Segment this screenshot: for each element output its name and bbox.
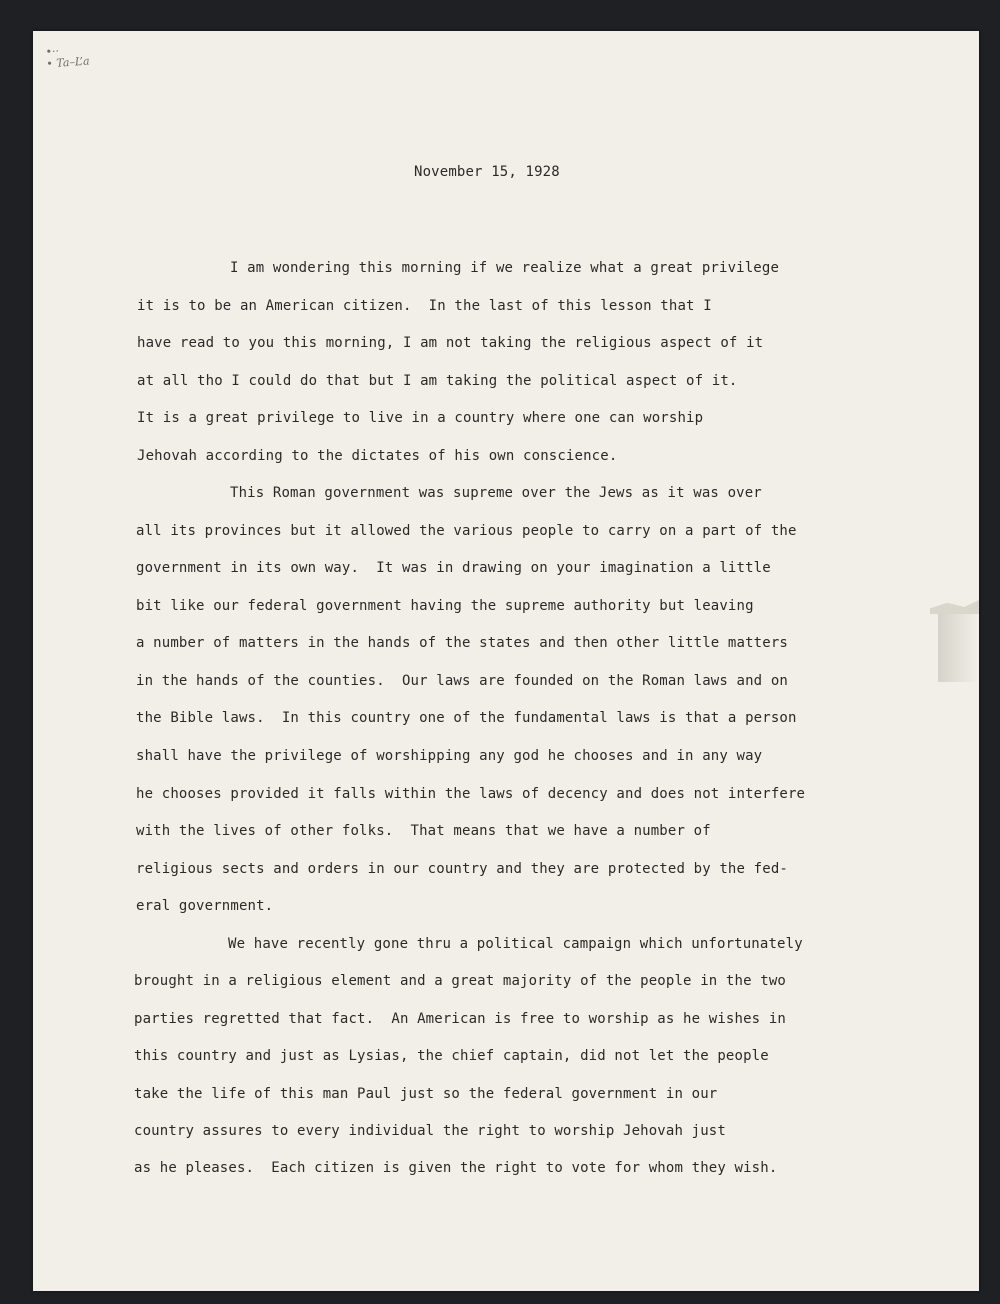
- text-line: I am wondering this morning if we realize what a great privilege: [230, 260, 780, 276]
- text-line: religious sects and orders in our country and they are protected by the fed-: [136, 861, 788, 877]
- text-line: the Bible laws. In this country one of the fundamental laws is that a person: [136, 710, 797, 726]
- text-line: government in its own way. It was in drawing on your imagination a little: [136, 560, 771, 576]
- text-line: as he pleases. Each citizen is given the right to vote for whom they wish.: [134, 1160, 778, 1176]
- text-line: shall have the privilege of worshipping any god he chooses and in any way: [136, 748, 763, 764]
- text-line: eral government.: [136, 898, 274, 914]
- pencil-annotation-line-2: • Ta–L’a: [45, 54, 91, 71]
- text-line: at all tho I could do that but I am taking the political aspect of it.: [137, 373, 738, 389]
- text-line: Jehovah according to the dictates of his own conscience.: [137, 448, 618, 464]
- text-line: We have recently gone thru a political campaign which unfortunately: [228, 936, 803, 952]
- text-line: parties regretted that fact. An American is free to worship as he wishes in: [134, 1011, 786, 1027]
- text-line: It is a great privilege to live in a country where one can worship: [137, 410, 704, 426]
- text-line: country assures to every individual the right to worship Jehovah just: [134, 1123, 726, 1139]
- text-line: a number of matters in the hands of the states and then other little matters: [136, 635, 788, 651]
- text-line: this country and just as Lysias, the chief captain, did not let the people: [134, 1048, 769, 1064]
- text-line: in the hands of the counties. Our laws are founded on the Roman laws and on: [136, 673, 788, 689]
- text-line: with the lives of other folks. That means that we have a number of: [136, 823, 711, 839]
- text-line: bit like our federal government having the supreme authority but leaving: [136, 598, 754, 614]
- text-line: take the life of this man Paul just so the federal government in our: [134, 1086, 718, 1102]
- text-line: all its provinces but it allowed the various people to carry on a part of the: [136, 523, 797, 539]
- pencil-annotation-line-1: •··: [45, 44, 60, 59]
- text-line: he chooses provided it falls within the laws of decency and does not interfere: [136, 786, 806, 802]
- text-line: have read to you this morning, I am not taking the religious aspect of it: [137, 335, 764, 351]
- text-line: brought in a religious element and a great majority of the people in the two: [134, 973, 786, 989]
- document-date: November 15, 1928: [414, 164, 560, 180]
- text-line: This Roman government was supreme over the Jews as it was over: [230, 485, 762, 501]
- text-line: it is to be an American citizen. In the last of this lesson that I: [137, 298, 712, 314]
